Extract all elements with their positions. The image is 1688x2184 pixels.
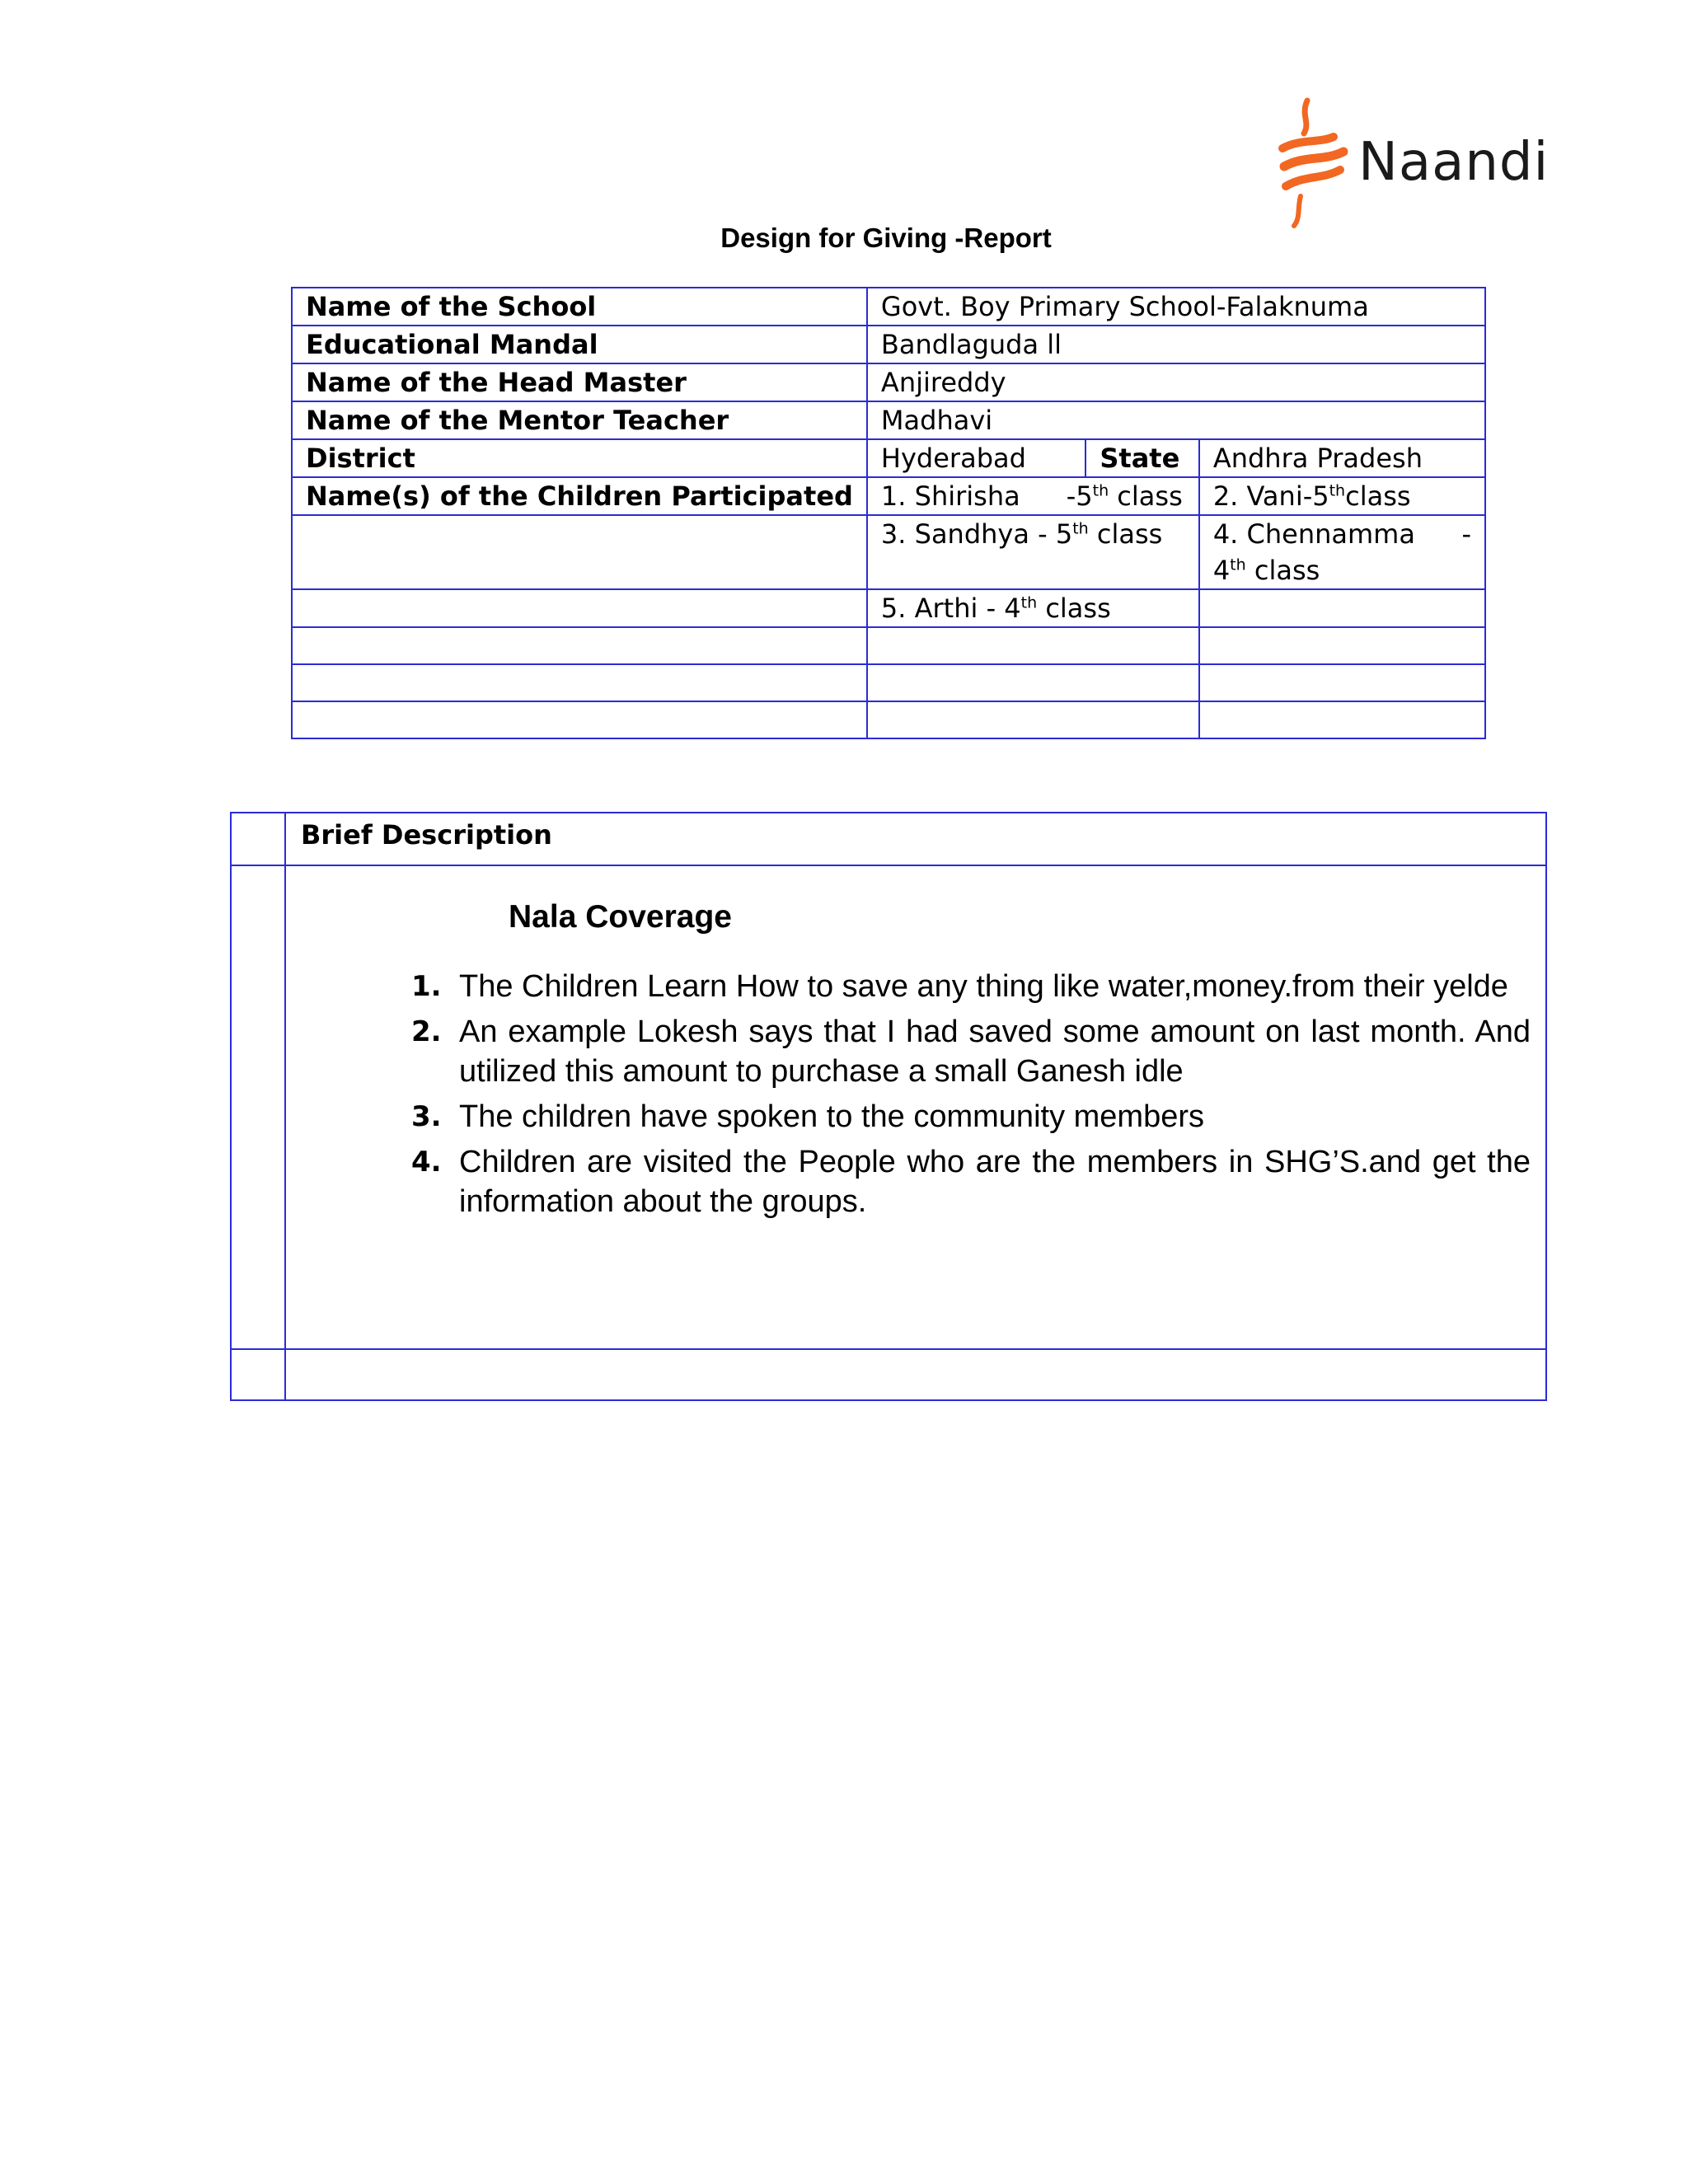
children-label: Name(s) of the Children Participated xyxy=(292,477,867,515)
school-label: Name of the School xyxy=(292,288,867,326)
table-row xyxy=(292,627,1485,664)
table-row xyxy=(292,363,1485,401)
state-value: Andhra Pradesh xyxy=(1199,439,1485,477)
empty-cell xyxy=(292,515,867,589)
mentor-value: Madhavi xyxy=(867,401,1485,439)
description-list xyxy=(344,967,1531,1227)
table-row xyxy=(292,439,1485,477)
head-master-value: Anjireddy xyxy=(867,363,1485,401)
description-subtitle: Nala Coverage xyxy=(509,899,732,935)
mandal-label: Educational Mandal xyxy=(292,326,867,363)
mentor-label: Name of the Mentor Teacher xyxy=(292,401,867,439)
description-body xyxy=(285,865,1546,1349)
empty-cell xyxy=(231,813,285,865)
table-row xyxy=(292,288,1485,326)
list-item: 4. Children are visited the People who are the members in SHG’S.and get the information about the groups. xyxy=(411,1145,1531,1219)
mandal-value: Bandlaguda ll xyxy=(867,326,1485,363)
child-cell: 2. Vani-5thclass xyxy=(1199,477,1485,515)
table-row xyxy=(292,326,1485,363)
table-row xyxy=(292,477,1485,515)
logo-wordmark: Naandi xyxy=(1358,132,1550,193)
list-item: 3. The children have spoken to the community members xyxy=(411,1099,1204,1134)
table-row xyxy=(292,701,1485,738)
school-info-table xyxy=(291,287,1486,739)
state-label: State xyxy=(1085,439,1198,477)
head-master-label: Name of the Head Master xyxy=(292,363,867,401)
table-row xyxy=(292,664,1485,701)
school-value: Govt. Boy Primary School-Falaknuma xyxy=(867,288,1485,326)
description-header: Brief Description xyxy=(285,813,1546,865)
child-cell: 3. Sandhya - 5th class xyxy=(867,515,1199,589)
table-row xyxy=(292,401,1485,439)
list-item: 1. The Children Learn How to save any thing like water,money.from their yelde xyxy=(411,969,1508,1004)
list-item: 2. An example Lokesh says that I had saved some amount on last month. And utilized this amount to purchase a small Ganesh idle xyxy=(411,1015,1531,1089)
child-cell: 5. Arthi - 4th class xyxy=(867,589,1199,627)
page-title: Design for Giving -Report xyxy=(720,223,1052,253)
district-value: Hyderabad xyxy=(867,439,1085,477)
empty-cell xyxy=(231,1349,285,1400)
empty-cell xyxy=(285,1349,1546,1400)
empty-cell xyxy=(1199,589,1485,627)
table-row xyxy=(292,515,1485,589)
district-label: District xyxy=(292,439,867,477)
naandi-logo xyxy=(1276,97,1550,229)
table-row xyxy=(292,589,1485,627)
child-cell: 4. Chennamma - 4th class xyxy=(1199,515,1485,589)
table-row xyxy=(231,865,1546,1349)
flame-icon xyxy=(1276,97,1350,229)
table-row xyxy=(231,1349,1546,1400)
child-cell: 1. Shirisha -5th class xyxy=(867,477,1199,515)
table-row xyxy=(231,813,1546,865)
empty-cell xyxy=(292,589,867,627)
description-table xyxy=(230,812,1547,1401)
empty-cell xyxy=(231,865,285,1349)
